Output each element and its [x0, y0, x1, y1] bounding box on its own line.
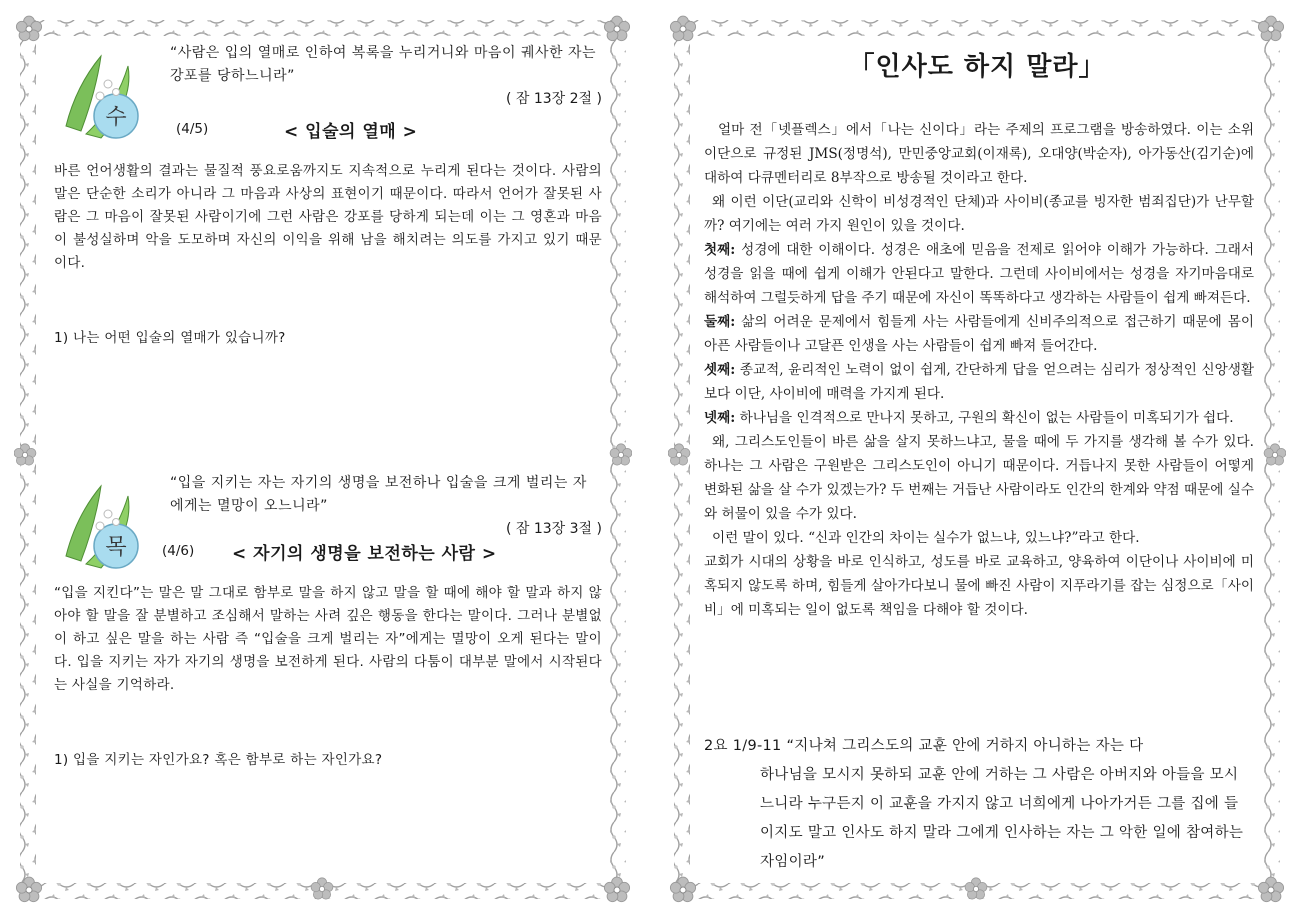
- lily-emblem-icon: [56, 476, 146, 571]
- paragraph: 얼마 전「넷플렉스」에서「나는 신이다」라는 주제의 프로그램을 방송하였다. 이는 소위 이단으로 규정된 JMS(정명석), 만민중앙교회(이재록), 오대양(박순자), 아가동산(김기순)에 대하여 다큐멘터리로 8부작으로 방송될 것이라고 한다.: [704, 122, 1254, 186]
- point-label: 첫째:: [704, 242, 736, 258]
- point-label: 셋째:: [704, 362, 736, 378]
- svg-text:목: 목: [105, 535, 127, 560]
- scripture-quote: [704, 732, 1252, 877]
- right-page: [668, 12, 1286, 907]
- paragraph: 왜 이런 이단(교리와 신학이 비성경적인 단체)과 사이비(종교를 빙자한 범죄집단)가 난무할까? 여기에는 여러 가지 원인이 있을 것이다.: [704, 194, 1254, 234]
- paragraph: 넷째: 하나님을 인격적으로 만나지 못하고, 구원의 확신이 없는 사람들이 미혹되기가 쉽다.: [704, 410, 1234, 426]
- lily-emblem-icon: [56, 46, 146, 141]
- svg-text:수: 수: [105, 105, 127, 130]
- paragraph: 첫째: 성경에 대한 이해이다. 성경은 애초에 믿음을 전제로 읽어야 이해가 가능하다. 그래서 성경을 읽을 때에 쉽게 이해가 안된다고 말한다. 그런데 사이비에서는 성경을 자기마음대로 해석하여 그럴듯하게 답을 주기 때문에 자신이 똑똑하다고 생각하는 사람들이 쉽게 빠져든다.: [704, 242, 1254, 306]
- paragraph: 왜, 그리스도인들이 바른 삶을 살지 못하느냐고, 물을 때에 두 가지를 생각해 볼 수가 있다. 하나는 그 사람은 구원받은 그리스도인이 아니기 때문이다. 거듭나지 못한 사람들이 어떻게 변화된 삶을 살 수가 있겠는가? 두 번째는 거듭난 사람이라도 인간의 한계와 약점 때문에 실수와 허물이 있을 수가 있다.: [704, 434, 1254, 522]
- devotion-body: “입을 지킨다”는 말은 말 그대로 함부로 말을 하지 않고 말을 할 때에 해야 할 말과 하지 않아야 할 말을 잘 분별하고 조심해서 말하는 사려 깊은 행동을 한다는 말이다. 그러나 분별없이 하고 싶은 말을 하는 사람 즉 “입술을 크게 벌리는 자”에게는 멸망이 오게 된다는 말이다. 입을 지키는 자가 자기의 생명을 보전하게 된다. 사람의 다툼이 대부분 말에서 시작된다는 사실을 기억하라.: [54, 585, 602, 693]
- left-page: [14, 12, 632, 907]
- devotion-date: (4/5): [176, 121, 209, 137]
- scripture-text: 하나님을 모시지 못하되 교훈 안에 거하는 그 사람은 아버지와 아들을 모시느니라 누구든지 이 교훈을 가지지 않고 너희에게 나아가거든 그를 집에 들이지도 말고 인사도 하지 말라 그에게 인사하는 자는 그 악한 일에 참여하는 자임이라”: [760, 767, 1244, 870]
- paragraph: 교회가 시대의 상황을 바로 인식하고, 성도를 바로 교육하고, 양육하여 이단이나 사이비에 미혹되지 않도록 하며, 힘들게 살아가다보니 물에 빠진 사람이 지푸라기를 잡는 심정으로「사이비」에 미혹되는 일이 없도록 책임을 다해야 할 것이다.: [704, 554, 1254, 618]
- verse-reference: ( 잠 13장 2절 ): [505, 91, 602, 107]
- scripture-reference: 2요 1/9-11: [704, 738, 782, 754]
- paragraph: 이런 말이 있다. “신과 인간의 차이는 실수가 없느냐, 있느냐?”라고 한다.: [712, 530, 1140, 546]
- paragraph: 셋째: 종교적, 윤리적인 노력이 없이 쉽게, 간단하게 답을 얻으려는 심리가 정상적인 신앙생활보다 이단, 사이비에 매력을 가지게 된다.: [704, 362, 1254, 402]
- floral-border: [14, 12, 632, 907]
- devotion-heading: < 자기의 생명을 보전하는 사람 >: [232, 544, 497, 564]
- page-title: 「인사도 하지 말라」: [848, 52, 1106, 82]
- article-body: [704, 118, 1254, 622]
- reflection-question: 1) 나는 어떤 입술의 열매가 있습니까?: [54, 330, 286, 346]
- point-label: 넷째:: [704, 410, 736, 426]
- verse-reference: ( 잠 13장 3절 ): [505, 521, 602, 537]
- devotion-heading: < 입술의 열매 >: [284, 122, 418, 142]
- point-label: 둘째:: [704, 314, 736, 330]
- reflection-question: 1) 입을 지키는 자인가요? 혹은 함부로 하는 자인가요?: [54, 752, 383, 768]
- paragraph: 둘째: 삶의 어려운 문제에서 힘들게 사는 사람들에게 신비주의적으로 접근하기 때문에 몸이 아픈 사람들이나 고달픈 인생을 사는 사람들이 쉽게 빠져 들어간다.: [704, 314, 1254, 354]
- devotion-date: (4/6): [162, 543, 195, 559]
- bible-verse: “입을 지키는 자는 자기의 생명을 보전하나 입술을 크게 벌리는 자에게는 멸망이 오느니라”: [170, 475, 587, 514]
- devotion-body: 바른 언어생활의 결과는 물질적 풍요로움까지도 지속적으로 누리게 된다는 것이다. 사람의 말은 단순한 소리가 아니라 그 마음과 사상의 표현이기 때문이다. 따라서 언어가 잘못된 사람은 그 마음이 잘못된 사람이기에 그런 사람은 강포를 당하게 되는데 이는 그 영혼과 마음이 불성실하며 악을 도모하며 자신의 이익을 위해 남을 해치려는 의도를 가지고 있기 때문이다.: [54, 163, 602, 271]
- scripture-text: “지나쳐 그리스도의 교훈 안에 거하지 아니하는 자는 다: [781, 738, 1144, 754]
- bible-verse: “사람은 입의 열매로 인하여 복록을 누리거니와 마음이 궤사한 자는 강포를 당하느니라”: [170, 45, 597, 84]
